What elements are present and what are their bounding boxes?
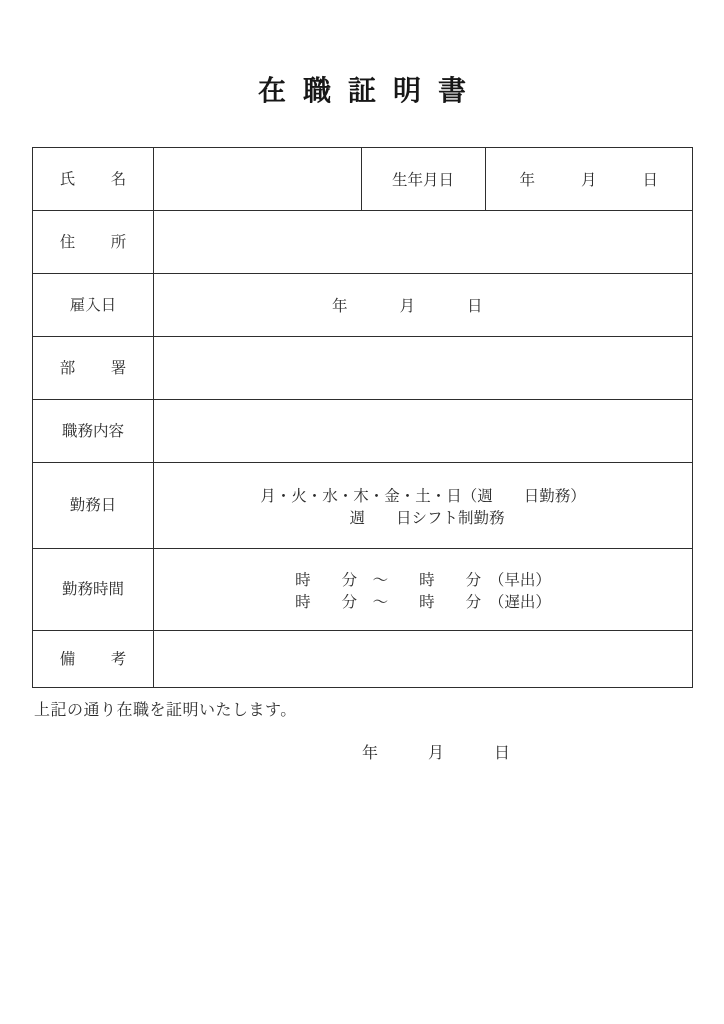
year-marker: 年 [519, 171, 535, 189]
row-label-hire-date [33, 274, 154, 337]
table-row [33, 549, 693, 631]
month-marker: 月 [427, 743, 444, 762]
field-remarks-value[interactable] [154, 631, 693, 688]
row-label-department [33, 337, 154, 400]
row-label-address [33, 211, 154, 274]
table-row [33, 463, 693, 549]
label-text: 部 署 [59, 358, 137, 377]
month-marker: 月 [580, 171, 597, 189]
label-text: 生年月日 [391, 171, 454, 189]
label-text: 雇入日 [69, 295, 117, 314]
birthdate-ymd [519, 171, 658, 189]
field-hire-date-value[interactable] [154, 274, 693, 337]
label-text: 勤務時間 [61, 580, 124, 599]
field-department-value[interactable] [154, 337, 693, 400]
table-row [33, 400, 693, 463]
year-marker: 年 [332, 297, 348, 315]
label-text: 勤務日 [69, 496, 117, 515]
field-birthdate-value[interactable] [485, 148, 693, 211]
work-hours-late-shift: 時 分 ～ 時 分 （遅出） [295, 592, 551, 611]
work-days-option-shift: 週 日シフト制勤務 [349, 508, 505, 527]
work-days-option-weekday: 月・火・水・木・金・土・日（週 日勤務） [260, 486, 586, 505]
work-hours-early-shift: 時 分 ～ 時 分 （早出） [295, 570, 551, 589]
table-row [33, 274, 693, 337]
field-job-description-value[interactable] [154, 400, 693, 463]
employment-certificate-table [32, 147, 693, 688]
hire-date-ymd [154, 294, 692, 316]
table-row [33, 148, 693, 211]
certification-statement: 上記の通り在職を証明いたします。 [34, 700, 297, 719]
label-text: 住 所 [59, 232, 137, 251]
day-marker: 日 [494, 743, 511, 762]
table-row [33, 631, 693, 688]
label-text: 備 考 [59, 649, 137, 668]
table-row [33, 337, 693, 400]
field-name-value[interactable] [154, 148, 362, 211]
row-label-birthdate [361, 148, 485, 211]
day-marker: 日 [642, 171, 659, 189]
row-label-name [33, 148, 154, 211]
label-text: 職務内容 [61, 421, 124, 440]
table-row [33, 211, 693, 274]
field-work-days-value[interactable] [154, 463, 693, 549]
row-label-remarks [33, 631, 154, 688]
month-marker: 月 [399, 297, 416, 315]
row-label-work-days [33, 463, 154, 549]
label-text: 氏 名 [59, 169, 137, 188]
day-marker: 日 [467, 297, 483, 315]
row-label-work-hours [33, 549, 154, 631]
page-title: 在職証明書 [257, 74, 483, 107]
issue-date-line[interactable] [0, 740, 724, 763]
field-work-hours-value[interactable] [154, 549, 693, 631]
row-label-job-description [33, 400, 154, 463]
field-address-value[interactable] [154, 211, 693, 274]
year-marker: 年 [361, 743, 378, 762]
